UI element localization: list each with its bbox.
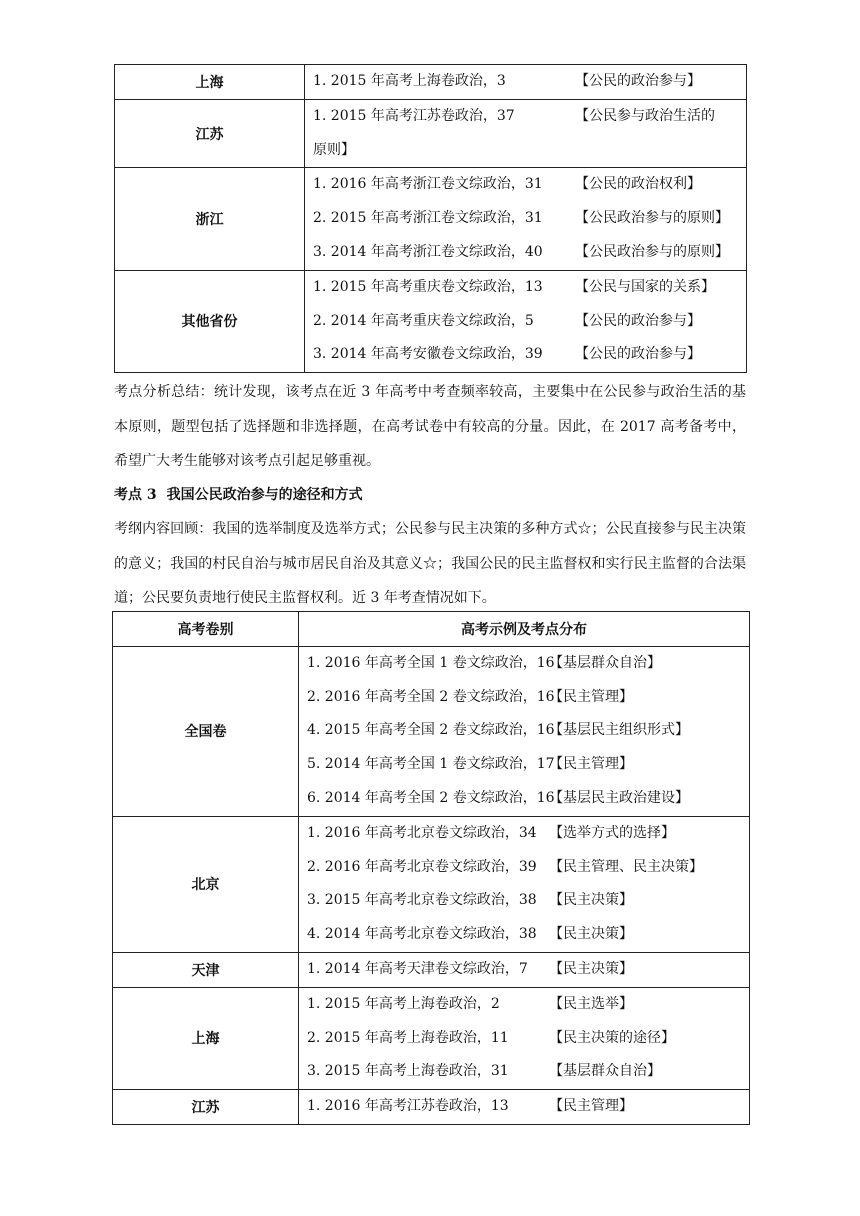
- exam-item: [299, 884, 749, 918]
- syllabus-outline: 考纲内容回顾：我国的选举制度及选举方式；公民参与民主决策的多种方式☆；公民直接参与民主决策的意义；我国的村民自治与城市居民自治及其意义☆；我国公民的民主监督权和实行民主监督的合法渠道；公民要负责地行使民主监督权利。近 3 年考查情况如下。: [114, 521, 746, 606]
- exam-item-text: 2. 2015 年高考上海卷政治，11: [307, 1029, 509, 1046]
- table-row: [115, 168, 747, 270]
- exam-item: [299, 1055, 749, 1089]
- exam-item-tag: 【民主管理】: [549, 688, 633, 705]
- exam-item-tag: 【民主决策的途径】: [549, 1029, 675, 1046]
- column-header: 高考示例及考点分布: [299, 612, 750, 647]
- exam-item-tag: 【民主管理】: [549, 756, 633, 773]
- table-row: [113, 816, 750, 952]
- exam-item-text: 6. 2014 年高考全国 2 卷文综政治，16: [307, 789, 555, 806]
- region-cell: 上海: [115, 65, 305, 100]
- exam-item-tag: 【选举方式的选择】: [549, 824, 675, 841]
- exam-item-text: 1. 2015 年高考上海卷政治，2: [307, 995, 500, 1012]
- examples-cell: [299, 952, 750, 987]
- exam-item-tag: 【民主决策】: [549, 926, 633, 943]
- exam-item-text: 1. 2015 年高考上海卷政治，3: [313, 73, 506, 89]
- examples-cell: [299, 816, 750, 952]
- region-cell: 浙江: [115, 168, 305, 270]
- exam-item: [299, 647, 749, 681]
- exam-item-tag: 【公民参与政治生活的: [575, 107, 715, 124]
- exam-item: [305, 202, 746, 236]
- exam-item-tag: 【基层群众自治】: [549, 1063, 661, 1080]
- examples-cell: [299, 1090, 750, 1125]
- exam-item-tag: 【基层群众自治】: [549, 654, 661, 671]
- exam-item-tag: 【民主管理】: [549, 1098, 633, 1115]
- exam-item-text: 3. 2015 年高考上海卷政治，31: [307, 1063, 509, 1080]
- exam-item: [299, 714, 749, 748]
- exam-item: [299, 1022, 749, 1056]
- exam-item-text: 5. 2014 年高考全国 1 卷文综政治，17: [307, 756, 555, 773]
- column-header: 高考卷别: [113, 612, 299, 647]
- section-heading: [114, 478, 363, 512]
- exam-item: [299, 953, 749, 987]
- section-number: 考点 3: [114, 487, 157, 503]
- exam-item-tag: 【公民的政治权利】: [575, 176, 701, 193]
- exam-item-tag: 【公民政治参与的原则】: [575, 243, 729, 260]
- exam-item: [299, 817, 749, 851]
- examples-cell: [299, 987, 750, 1089]
- exam-item-tag: 【民主管理、民主决策】: [549, 858, 703, 875]
- exam-item-text: 1. 2014 年高考天津卷文综政治，7: [307, 960, 528, 977]
- exam-item-text: 1. 2015 年高考江苏卷政治，37: [313, 107, 515, 124]
- exam-item-tag: 【民主决策】: [549, 892, 633, 909]
- examples-cell: [305, 65, 747, 100]
- exam-item-tag: 【公民的政治参与】: [575, 312, 701, 329]
- exam-item: [305, 236, 746, 270]
- region-cell: 其他省份: [115, 270, 305, 372]
- exam-item: [299, 748, 749, 782]
- exam-item: [305, 100, 746, 134]
- exam-item-text: 2. 2016 年高考全国 2 卷文综政治，16: [307, 688, 555, 705]
- exam-item: [299, 1090, 749, 1124]
- exam-item-tag: 【公民的政治参与】: [575, 73, 701, 89]
- region-cell: 天津: [113, 952, 299, 987]
- exam-item-tag: 【民主决策】: [549, 960, 633, 977]
- exam-item-tag: 【基层民主政治建设】: [549, 789, 689, 806]
- exam-item-text: 3. 2014 年高考安徽卷文综政治，39: [313, 346, 543, 363]
- region-cell: 江苏: [113, 1090, 299, 1125]
- region-cell: 北京: [113, 816, 299, 952]
- region-cell: 上海: [113, 987, 299, 1089]
- examples-cell: [305, 270, 747, 372]
- table-row: [115, 270, 747, 372]
- exam-table-2: [112, 611, 750, 1125]
- exam-item-tag: 【基层民主组织形式】: [549, 722, 689, 739]
- examples-cell: [305, 168, 747, 270]
- exam-item-text: 1. 2016 年高考浙江卷文综政治，31: [313, 176, 543, 193]
- exam-item-tag: 【公民的政治参与】: [575, 346, 701, 363]
- exam-item-text: 3. 2014 年高考浙江卷文综政治，40: [313, 243, 543, 260]
- region-cell: 江苏: [115, 99, 305, 168]
- exam-item: [305, 271, 746, 305]
- region-cell: 全国卷: [113, 646, 299, 816]
- exam-item-tag: 【公民政治参与的原则】: [575, 210, 729, 227]
- exam-item: [299, 681, 749, 715]
- exam-item-text: 1. 2016 年高考全国 1 卷文综政治，16: [307, 654, 555, 671]
- exam-item-text: 4. 2014 年高考北京卷文综政治，38: [307, 926, 537, 943]
- exam-item-text: 3. 2015 年高考北京卷文综政治，38: [307, 892, 537, 909]
- exam-item: [299, 851, 749, 885]
- exam-item-text: 2. 2016 年高考北京卷文综政治，39: [307, 858, 537, 875]
- exam-item-text: 1. 2016 年高考江苏卷政治，13: [307, 1098, 509, 1115]
- exam-item-continuation: 原则】: [313, 141, 355, 158]
- section-title: 我国公民政治参与的途径和方式: [166, 487, 363, 503]
- exam-item-text: 1. 2016 年高考北京卷文综政治，34: [307, 824, 537, 841]
- examples-cell: [299, 646, 750, 816]
- table-header-row: [113, 612, 750, 647]
- table-row: [115, 99, 747, 168]
- exam-item-text: 2. 2015 年高考浙江卷文综政治，31: [313, 210, 543, 227]
- examples-cell: [305, 99, 747, 168]
- table-row: [115, 65, 747, 100]
- table-row: [113, 987, 750, 1089]
- table-row: [113, 952, 750, 987]
- exam-item: [305, 305, 746, 339]
- exam-item-tag: 【民主选举】: [549, 995, 633, 1012]
- exam-item: [299, 988, 749, 1022]
- table-row: [113, 1090, 750, 1125]
- exam-table-1: [114, 64, 747, 373]
- exam-item: [305, 338, 746, 372]
- exam-item-tag: 【公民与国家的关系】: [575, 278, 715, 295]
- exam-item: [299, 918, 749, 952]
- exam-item-text: 2. 2014 年高考重庆卷文综政治，5: [313, 312, 534, 329]
- exam-item-text: 4. 2015 年高考全国 2 卷文综政治，16: [307, 722, 555, 739]
- exam-item-text: 1. 2015 年高考重庆卷文综政治，13: [313, 278, 543, 295]
- exam-item: [299, 782, 749, 816]
- exam-item: [305, 65, 746, 99]
- analysis-summary: 考点分析总结：统计发现，该考点在近 3 年高考中考查频率较高，主要集中在公民参与政治生活的基本原则，题型包括了选择题和非选择题，在高考试卷中有较高的分量。因此，在 2017 高考备考中，希望广大考生能够对该考点引起足够重视。: [114, 384, 746, 469]
- table-row: [113, 646, 750, 816]
- exam-item: [305, 168, 746, 202]
